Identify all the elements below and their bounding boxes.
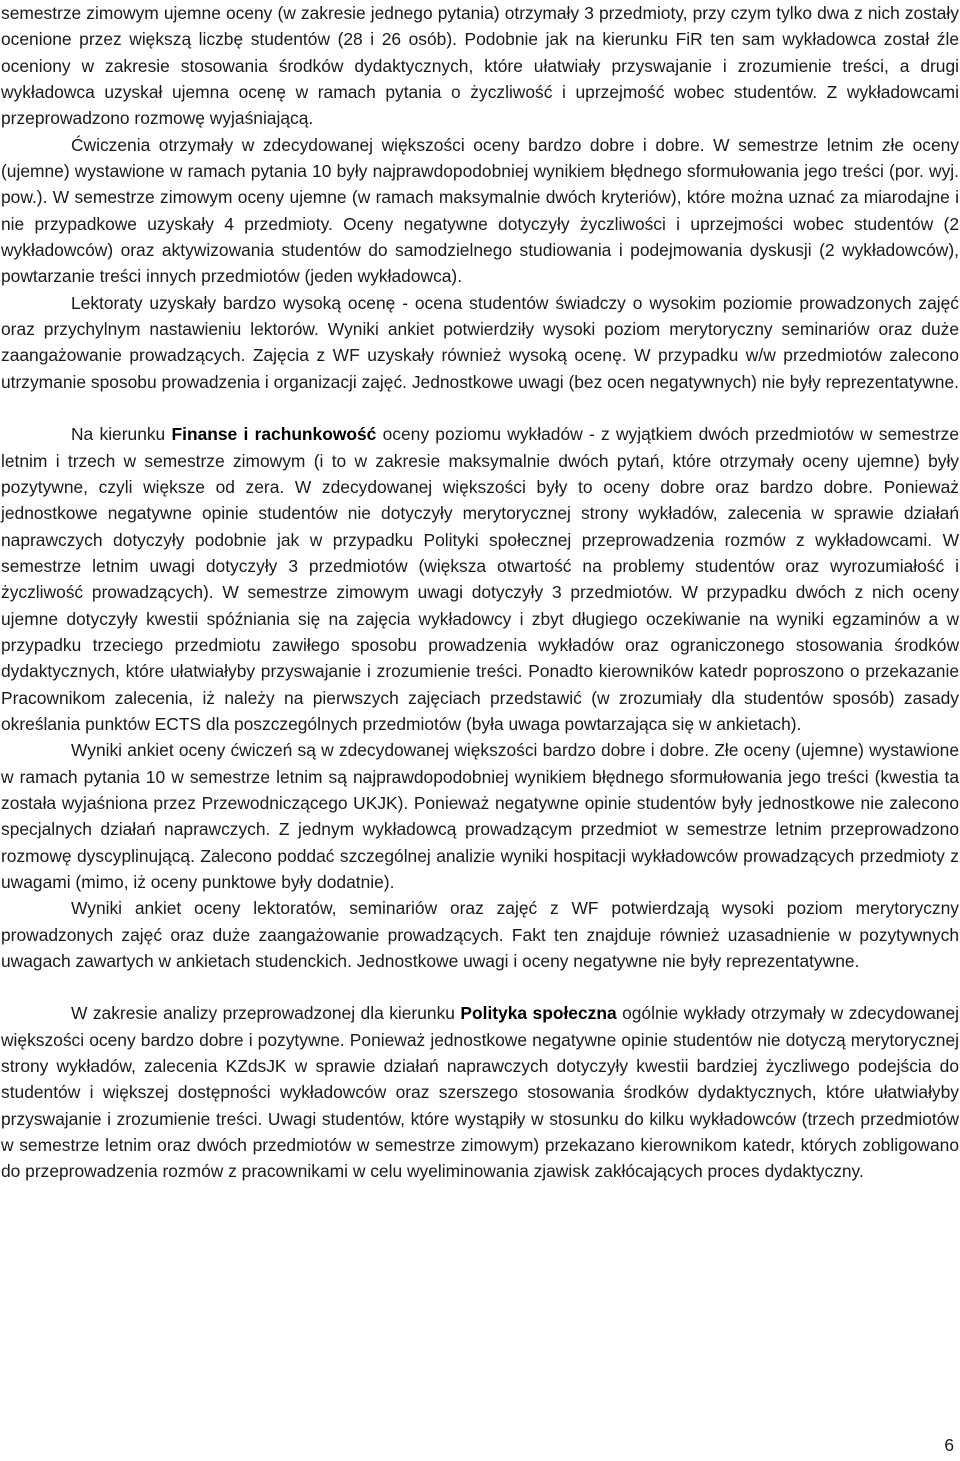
paragraph [0,290,960,395]
paragraph-text: semestrze zimowym ujemne oceny (w zakresie jednego pytania) otrzymały 3 przedmioty, przy czym tylko dwa z nich zostały ocenione przez większą liczbę studentów (28 i 26 osób). Podobnie jak na kierunku FiR ten sam wykładowca został źle oceniony w zakresie stosowania środków dydaktycznych, które ułatwiały przyswajanie i zrozumienie treści, a drugi wykładowca uzyskał ujemna ocenę w ramach pytania o życzliwość i uprzejmość wobec studentów. Z wykładowcami przeprowadzono rozmowę wyjaśniającą. [1,3,959,129]
paragraph-text: ogólnie wykłady otrzymały w zdecydowanej większości oceny bardzo dobre i pozytywne. Ponieważ jednostkowe negatywne opinie studentów nie dotyczą merytorycznej strony wykładów, zalecenia KZdsJK w sprawie działań naprawczych dotyczyły kwestii bardziej życzliwego podejścia do studentów i większej dostępności wykładowców oraz szerszego stosowania środków dydaktycznych, które ułatwiałyby przyswajanie i zrozumienie treści. Uwagi studentów, które wystąpiły w stosunku do kilku wykładowców (trzech przedmiotów w semestrze letnim oraz dwóch przedmiotów w semestrze zimowym) przekazano kierownikom katedr, których zobligowano do przeprowadzenia rozmów z pracownikami w celu wyeliminowania zjawisk zakłócających proces dydaktyczny. [1,1003,959,1182]
paragraph [0,737,960,895]
paragraph-text: Na kierunku [71,424,172,445]
page-number: 6 [944,1435,954,1455]
paragraph-text: Wyniki ankiet oceny ćwiczeń są w zdecydowanej większości bardzo dobre i dobre. Złe oceny (ujemne) wystawione w ramach pytania 10 w semestrze letnim są najprawdopodobniej wynikiem błędnego sformułowania jego treści (kwestia ta została wyjaśniona przez Przewodniczącego UKJK). Ponieważ negatywne opinie studentów były jednostkowe nie zalecono specjalnych działań naprawczych. Z jednym wykładowcą prowadzącym przedmiot w semestrze letnim przeprowadzono rozmowę dyscyplinującą. Zalecono poddać szczególnej analizie wyniki hospitacji wykładowców prowadzących przedmioty z uwagami (mimo, iż oceny punktowe były dodatnie). [1,740,959,892]
program-name-bold: Finanse i rachunkowość [171,424,377,445]
paragraph [0,132,960,290]
paragraph [0,0,960,132]
program-name-bold: Polityka społeczna [460,1003,617,1024]
paragraph-text: oceny poziomu wykładów - z wyjątkiem dwóch przedmiotów w semestrze letnim i trzech w semestrze zimowym (i to w zakresie maksymalnie dwóch pytań, które otrzymały oceny ujemne) były pozytywne, czyli większe od zera. W zdecydowanej większości były to oceny dobre oraz bardzo dobre. Ponieważ jednostkowe negatywne opinie studentów nie dotyczyły merytorycznej strony wykładów, zalecenia w sprawie działań naprawczych dotyczyły podobnie jak w przypadku Polityki społecznej przeprowadzenia rozmów z wykładowcami. W semestrze letnim uwagi dotyczyły 3 przedmiotów (większa otwartość na problemy studentów oraz wyrozumiałość i życzliwość prowadzących). W semestrze zimowym uwagi dotyczyły 3 przedmiotów. W przypadku dwóch z nich oceny ujemne dotyczyły kwestii spóźniania się na zajęcia wykładowcy i zbyt długiego oczekiwanie na wyniki egzaminów a w przypadku trzeciego przedmiotu zawiłego sposobu prowadzenia wykładów oraz ograniczonego stosowania środków dydaktycznych, które ułatwiałyby przyswajanie i zrozumienie treści. Ponadto kierowników katedr poproszono o przekazanie Pracownikom zalecenia, iż należy na pierwszych zajęciach przedstawić (w zrozumiały dla studentów sposób) zasady określania punktów ECTS dla poszczególnych przedmiotów (była uwaga powtarzająca się w ankietach). [1,424,959,734]
paragraph [0,895,960,974]
paragraph [0,1000,960,1184]
paragraph [0,421,960,737]
paragraph-text: Ćwiczenia otrzymały w zdecydowanej większości oceny bardzo dobre i dobre. W semestrze letnim złe oceny (ujemne) wystawione w ramach pytania 10 były najprawdopodobniej wynikiem błędnego sformułowania jego treści (por. wyj. pow.). W semestrze zimowym oceny ujemne (w ramach maksymalnie dwóch kryteriów), które można uznać za miarodajne i nie przypadkowe uzyskały 4 przedmioty. Oceny negatywne dotyczyły życzliwości i uprzejmości wobec studentów (2 wykładowców) oraz aktywizowania studentów do samodzielnego studiowania i podejmowania dyskusji (2 wykładowców), powtarzanie treści innych przedmiotów (jeden wykładowca). [1,134,959,287]
paragraph-text: Wyniki ankiet oceny lektoratów, seminariów oraz zajęć z WF potwierdzają wysoki poziom merytoryczny prowadzonych zajęć oraz duże zaangażowanie prowadzących. Fakt ten znajduje również uzasadnienie w pozytywnych uwagach zawartych w ankietach studenckich. Jednostkowe uwagi i oceny negatywne nie były reprezentatywne. [1,898,959,972]
paragraph-text: Lektoraty uzyskały bardzo wysoką ocenę - ocena studentów świadczy o wysokim poziomie prowadzonych zajęć oraz przychylnym nastawieniu lektorów. Wyniki ankiet potwierdziły wysoki poziom merytoryczny seminariów oraz duże zaangażowanie prowadzących. Zajęcia z WF uzyskały również wysoką ocenę. W przypadku w/w przedmiotów zalecono utrzymanie sposobu prowadzenia i organizacji zajęć. Jednostkowe uwagi (bez ocen negatywnych) nie były reprezentatywne. [1,292,959,392]
paragraph-text: W zakresie analizy przeprowadzonej dla kierunku [71,1003,461,1024]
